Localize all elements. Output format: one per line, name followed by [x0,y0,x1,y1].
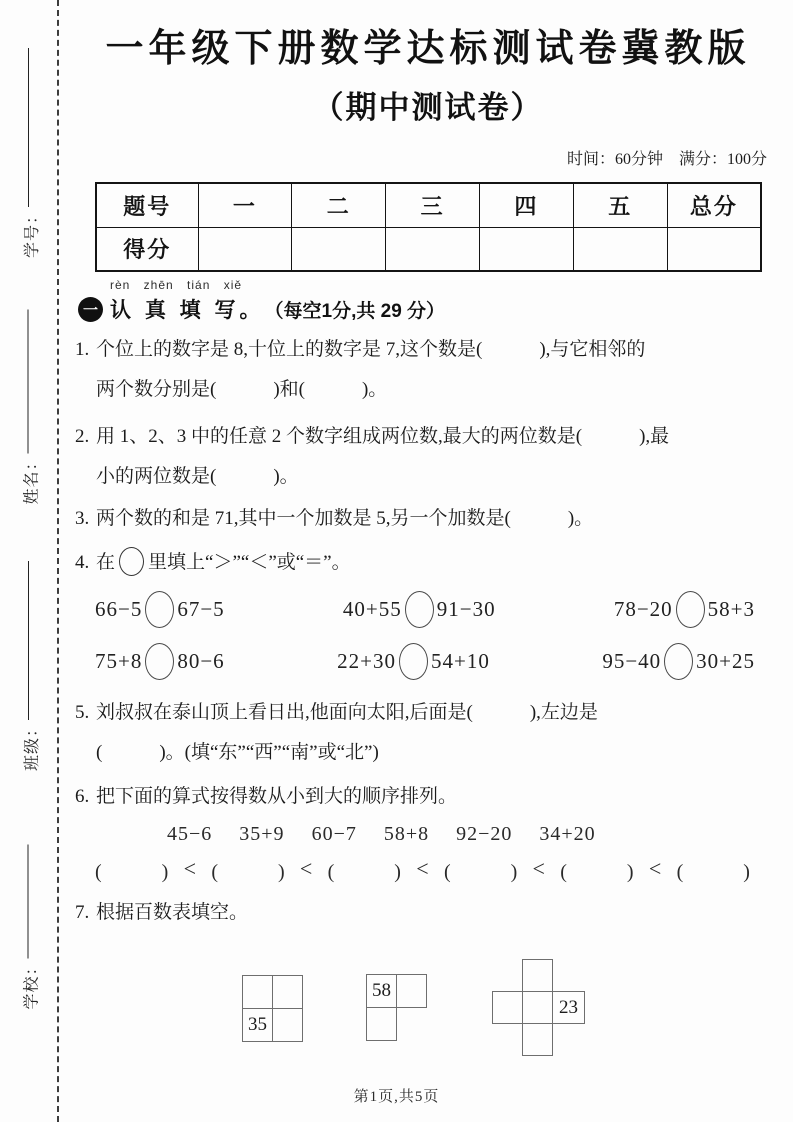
question-4-text-before: 在 [96,552,116,573]
left-expression: 78−20 [613,596,673,621]
less-than-sign: < [648,856,662,881]
question-3-number: 3. [75,508,90,529]
left-expression: 66−5 [95,596,143,621]
school-label: 学校： [23,958,40,1010]
score-cell[interactable] [386,227,480,271]
answer-circle[interactable] [664,643,693,680]
time-score-note: 时间：60分钟 满分：100分 [566,151,767,168]
score-table-corner: 题号 [96,183,198,227]
question-7-line-1 [75,893,781,933]
question-4-text-after: 里填上“＞”“＜”或“＝”。 [148,552,351,573]
grid3-cell-empty[interactable] [522,1023,553,1056]
comparison-rows [95,583,755,687]
question-1-number: 1. [75,339,90,360]
question-3 [75,499,781,539]
left-expression: 75+8 [95,648,143,673]
left-expression: 22+30 [337,648,396,673]
question-2-number: 2. [75,426,90,447]
question-3-line-1 [75,499,781,539]
score-cell[interactable] [573,227,667,271]
less-than-sign: < [416,856,429,881]
class-label: 班级： [23,719,41,771]
answer-slot[interactable]: ( ) [443,860,518,883]
question-5-text: 刘叔叔在泰山顶上看日出,他面向太阳,后面是( ),左边是 [96,702,598,723]
page-subtitle: （期中测试卷） [312,90,544,125]
section-1-title: 认 真 填 写。 [110,299,265,322]
grid3-cell-empty[interactable] [522,959,553,992]
circle-glyph [119,547,144,576]
question-5-number: 5. [75,702,90,723]
score-table-score-row [96,227,761,271]
question-6-line-1 [75,777,781,817]
grid1-cell-35: 35 [242,1008,273,1042]
class-blank-line[interactable] [28,561,29,720]
comparison-item [95,643,225,680]
expression: 58+8 [383,822,430,845]
answer-circle[interactable] [145,643,174,680]
school-field [16,845,44,1010]
question-2-line-1 [75,417,781,457]
comparison-item [343,591,496,628]
grid1-cell-empty[interactable] [272,1008,303,1042]
grid3-cell-23: 23 [552,991,585,1024]
score-cell[interactable] [667,227,761,271]
question-5-line-1 [75,693,781,733]
question-7-number: 7. [75,902,90,923]
score-cell[interactable] [479,227,573,271]
grid1-cell-empty[interactable] [272,975,303,1009]
score-row-label: 得分 [96,227,198,271]
expression: 35+9 [239,822,285,845]
ordering-answer-line [95,851,750,887]
class-field [16,561,44,771]
section-1-title-row [78,294,781,324]
student-id-blank-line[interactable] [28,48,29,207]
right-expression: 54+10 [431,648,490,673]
question-7 [75,893,781,1059]
question-5-line-2: ( )。(填“东”“西”“南”或“北”) [96,742,379,763]
grid3-cell-empty[interactable] [522,991,553,1024]
score-col-3: 三 [386,183,480,227]
comparison-row-2 [95,635,755,687]
name-label: 姓名： [23,453,40,505]
score-col-5: 五 [573,183,667,227]
answer-circle[interactable] [145,591,174,628]
grid1-cell-empty[interactable] [242,975,273,1009]
main-content [75,0,781,1059]
score-table [95,182,762,272]
less-than-sign: < [532,856,545,881]
question-5 [75,693,781,773]
score-table-header-row [96,183,761,227]
score-cell[interactable] [292,227,386,271]
answer-circle[interactable] [676,591,705,628]
answer-circle[interactable] [399,643,428,680]
expression-list [167,817,781,851]
question-1-text: 个位上的数字是 8,十位上的数字是 7,这个数是( ),与它相邻的 [96,339,646,360]
section-number-badge: 一 [78,297,103,322]
question-1 [75,330,781,410]
cut-dashed-line [57,0,59,1122]
question-4-number: 4. [75,552,90,573]
question-1-line-2: 两个数分别是( )和( )。 [96,379,388,400]
question-1-line-1 [75,330,781,370]
answer-slot[interactable]: ( ) [211,860,285,883]
expression: 92−20 [456,822,513,845]
comparison-row-1 [95,583,755,635]
answer-slot[interactable]: ( ) [560,860,634,883]
left-expression: 40+55 [342,596,402,621]
grid2-cell-empty[interactable] [396,974,427,1008]
right-expression: 91−30 [436,596,496,621]
score-col-total: 总分 [667,183,761,227]
right-expression: 58+3 [707,596,755,621]
less-than-sign: < [183,856,197,881]
binding-sidebar [0,0,70,1122]
answer-circle[interactable] [405,591,434,628]
question-4-intro [75,543,781,583]
score-col-1: 一 [198,183,292,227]
right-expression: 67−5 [177,596,225,621]
score-cell[interactable] [198,227,292,271]
grid2-cell-58: 58 [366,974,397,1008]
comparison-item [602,643,755,680]
answer-slot[interactable]: ( ) [95,860,169,883]
comparison-item [614,591,755,628]
comparison-item [95,591,225,628]
student-id-label: 学号： [23,206,41,258]
right-expression: 80−6 [177,648,225,673]
right-expression: 30+25 [696,648,755,673]
question-2-text: 用 1、2、3 中的任意 2 个数字组成两位数,最大的两位数是( ),最 [96,426,670,447]
answer-slot[interactable]: ( ) [676,860,750,883]
grid2-cell-empty[interactable] [366,1007,397,1041]
school-blank-line[interactable] [28,845,29,959]
less-than-sign: < [299,856,313,881]
answer-slot[interactable]: ( ) [327,860,401,883]
expression: 34+20 [539,822,596,845]
score-col-2: 二 [292,183,386,227]
question-2-line-2: 小的两位数是( )。 [96,466,299,487]
page-title: 一年级下册数学达标测试卷冀教版 [105,28,751,70]
section-1-pinyin: rèn zhēn tián xiě [110,278,243,292]
question-2 [75,417,781,497]
left-expression: 95−40 [602,648,662,673]
page-footer: 第1页,共5页 [353,1089,440,1105]
expression: 60−7 [311,822,357,845]
grid3-cell-empty[interactable] [492,991,523,1024]
question-4 [75,543,781,687]
question-3-text: 两个数的和是 71,其中一个加数是 5,另一个加数是( )。 [96,508,594,529]
comparison-item [337,643,490,680]
section-1-score-note: （每空1分,共 29 分） [264,300,446,322]
section-1-header [75,278,781,324]
question-6-number: 6. [75,786,90,807]
score-col-4: 四 [479,183,573,227]
expression: 45−6 [167,822,213,845]
student-id-field [16,48,44,258]
question-7-text: 根据百数表填空。 [96,902,249,923]
question-6 [75,777,781,887]
name-field [16,310,44,505]
question-6-text: 把下面的算式按得数从小到大的顺序排列。 [96,786,458,807]
name-blank-line[interactable] [28,310,29,454]
hundred-chart-grids [75,939,781,1059]
